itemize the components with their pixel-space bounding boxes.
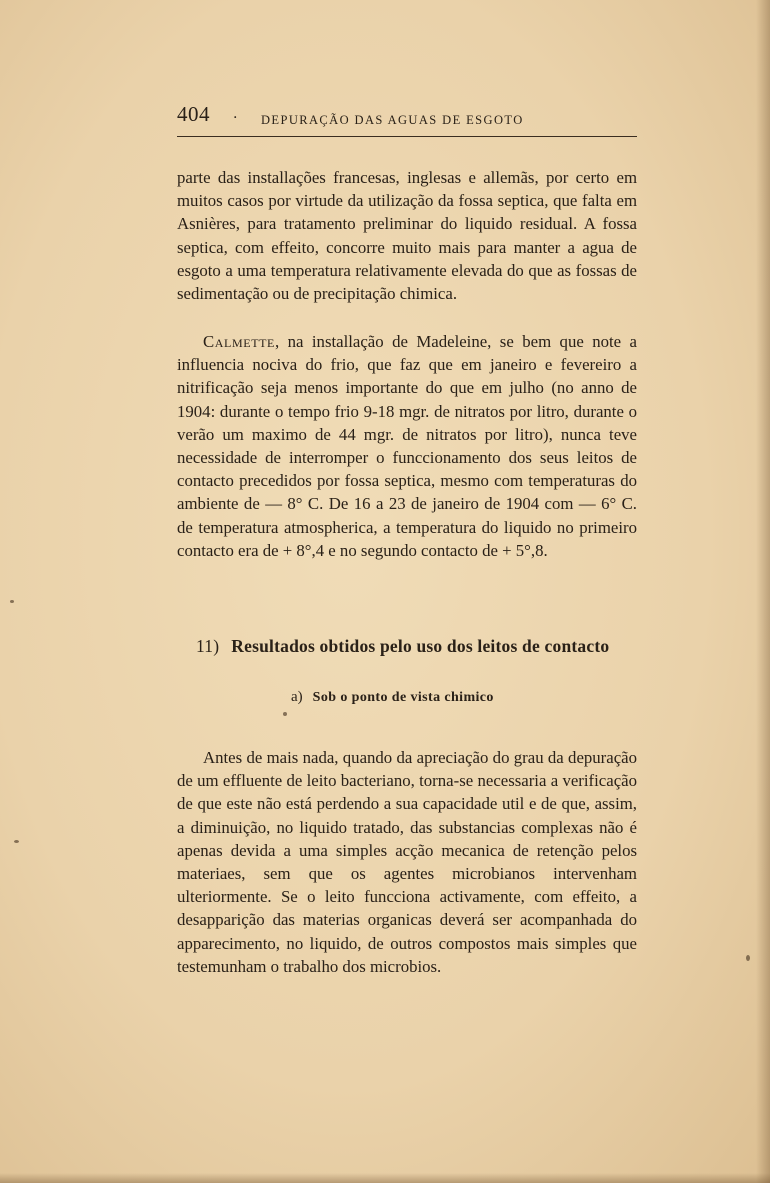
ink-speck xyxy=(746,955,750,961)
author-name: Calmette xyxy=(203,332,275,351)
page-number: 404 xyxy=(177,102,210,126)
subsection-label: a) xyxy=(291,689,303,705)
section-number: 11) xyxy=(196,636,220,656)
running-title: DEPURAÇÃO DAS AGUAS DE ESGOTO xyxy=(261,113,524,127)
paragraph-2 xyxy=(177,330,637,562)
page-header xyxy=(177,102,637,138)
page-bottom-shadow xyxy=(0,1173,770,1183)
ink-speck xyxy=(14,840,19,843)
section-heading xyxy=(196,636,636,657)
paragraph-2-text: , na installação de Madeleine, se bem que note a influencia nociva do frio, que faz que em janeiro e fevereiro a nitrificação seja menos importante do que em julho (no anno de 1904: durante o tempo frio 9-18 mgr. de nitratos por litro, durante o verão um maximo de 44 mgr. de nitratos por litro), nunca teve necessidade de interromper o funccionamento dos seus leitos de contacto precedidos por fossa septica, mesmo com temperaturas do ambiente de — 8° C. De 16 a 23 de janeiro de 1904 com — 6° C. de temperatura atmospherica, a temperatura do liquido no primeiro contacto era de + 8°,4 e no segundo contacto de + 5°,8. xyxy=(177,332,637,560)
header-separator: . xyxy=(233,106,238,122)
header-rule xyxy=(177,136,637,137)
subsection-title: Sob o ponto de vista chimico xyxy=(312,690,494,705)
ink-speck xyxy=(10,600,14,603)
paragraph-3: Antes de mais nada, quando da apreciação do grau da depuração de um effluente de leito bacteriano, torna-se necessaria a verificação de que este não está perdendo a sua capacidade util e de que, assim, a diminuição, no liquido tratado, das substancias complexas não é apenas devida a uma simples acção mecanica de retenção pelos materiaes, sem que os agentes microbianos intervenham ulteriormente. Se o leito funcciona activamente, com effeito, a desapparição das materias organicas deverá ser acompanhada do apparecimento, no liquido, de outros compostos mais simples que testemunham o trabalho dos microbios. xyxy=(177,748,637,976)
subsection-heading xyxy=(291,689,611,706)
ink-speck xyxy=(283,712,287,716)
page-edge-shadow xyxy=(756,0,770,1183)
paragraph-1: parte das installações francesas, inglesas e allemãs, por certo em muitos casos por virtude da utilização da fossa septica, que falta em Asnières, para tratamento preliminar do liquido residual. A fossa septica, com effeito, concorre muito mais para manter a agua de esgoto a uma temperatura relativamente elevada do que as fossas de sedimentação ou de precipitação chimica. xyxy=(177,168,637,304)
section-title: Resultados obtidos pelo uso dos leitos de contacto xyxy=(231,636,610,656)
